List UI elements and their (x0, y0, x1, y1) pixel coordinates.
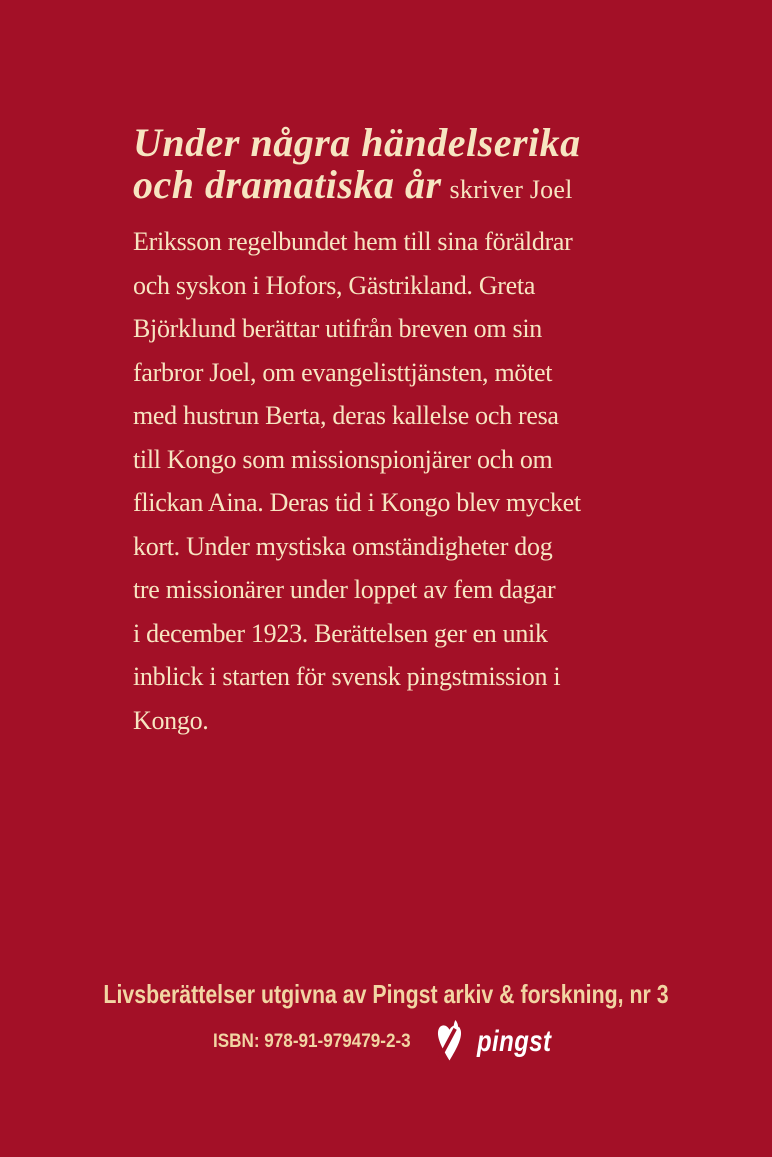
blurb-lead-line-1 (133, 122, 581, 164)
footer-isbn-row (0, 1014, 772, 1070)
pingst-flame-icon (436, 1019, 463, 1066)
blurb-body-line: flickan Aina. Deras tid i Kongo blev mycket (133, 488, 581, 517)
blurb-body-line: till Kongo som missionspionjärer och om (133, 444, 553, 474)
blurb-body-line: kort. Under mystiska omständigheter dog (133, 531, 553, 561)
isbn-text: ISBN: 978-91-979479-2-3 (213, 1031, 411, 1052)
blurb-lead-tail: skriver Joel (449, 175, 573, 204)
blurb-body-line: farbror Joel, om evangelisttjänsten, mötet (133, 357, 553, 387)
pingst-wordmark: pingst (476, 1025, 552, 1058)
blurb-body-line: Kongo. (133, 705, 209, 735)
series-line: Livsberättelser utgivna av Pingst arkiv & forskning, nr 3 (103, 979, 669, 1009)
blurb-body (133, 220, 581, 742)
blurb-body-line: Eriksson regelbundet hem till sina föräldrar (133, 227, 573, 256)
blurb-lead-text-1: Under några händelserika (133, 120, 581, 165)
back-cover-blurb (133, 122, 581, 742)
blurb-body-line: och syskon i Hofors, Gästrikland. Greta (133, 270, 536, 300)
blurb-body-line: tre missionärer under loppet av fem dagar (133, 575, 556, 604)
blurb-lead-line-2 (133, 164, 581, 211)
blurb-body-line: Björklund berättar utifrån breven om sin (133, 314, 542, 343)
blurb-body-line: med hustrun Berta, deras kallelse och resa (133, 401, 559, 430)
blurb-lead-text-2: och dramatiska år (133, 162, 442, 207)
blurb-body-line: inblick i starten för svensk pingstmission i (133, 662, 561, 691)
blurb-body-line: i december 1923. Berättelsen ger en unik (133, 618, 548, 648)
